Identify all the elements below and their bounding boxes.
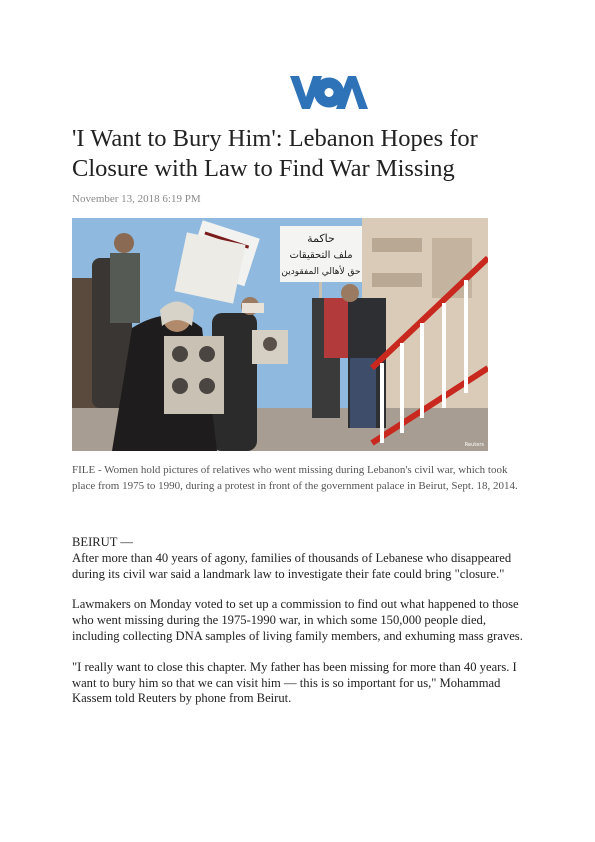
article-photo [72,218,488,451]
publish-date: November 13, 2018 6:19 PM [72,193,201,205]
photo-caption: FILE - Women hold pictures of relatives who went missing during Lebanon's civil war, which took place from 1975 to 1990, during a protest in front of the government palace in Beirut, Sept. 18, 2014. [72,464,518,492]
voa-logo [290,76,368,109]
article-dateline: BEIRUT — [72,535,133,549]
sign-text-line-2: ملف التحقيقات [289,250,353,261]
sign-text-line-3: حق لأهالي المفقودين [281,267,361,277]
sign-text-line-1: حاكمة [307,232,335,245]
article-paragraph: Lawmakers on Monday voted to set up a commission to find out what happened to those who went missing during the 1975-1990 war, in which some 150,000 people died, including collecting DNA samples of living family members, and exhuming mass graves. [72,597,523,643]
photo-credit: Reuters [464,442,484,448]
article-paragraph: "I really want to close this chapter. My father has been missing for more than 40 years. I want to bury him so that we can visit him — this is so important for us," Mohammad Kassem told Reuters by phone from Beirut. [72,659,517,706]
article-paragraph: After more than 40 years of agony, families of thousands of Lebanese who disappeared during its civil war said a landmark law to investigate their fate could bring "closure." [72,550,512,581]
article-headline: 'I Want to Bury Him': Lebanon Hopes for Closure with Law to Find War Missing [72,125,478,182]
article-body [72,535,532,722]
